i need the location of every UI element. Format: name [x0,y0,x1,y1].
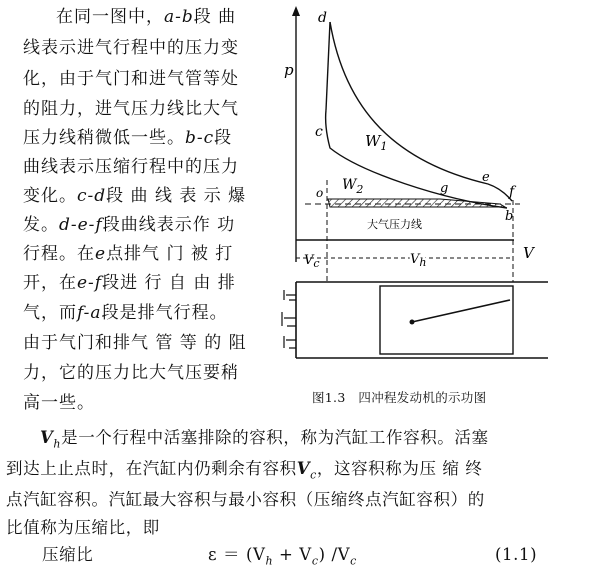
equation-formula: $\varepsilon = (V_h + V_c)$ $/V_c$ [208,545,357,568]
para-line: 开，在e-f段进 行 自 由 排 [23,273,236,293]
para-line: 变化。c-d段 曲 线 表 示 爆 [23,186,247,206]
para-line: 的阻力，进气压力线比大气 [23,99,239,119]
label-vh: $V_h$ [410,252,427,269]
body-line: 比值称为压缩比，即 [6,518,160,537]
equation-label: 压缩比 [42,545,94,564]
label-d: d [318,10,327,26]
exhaust-valve [282,312,296,326]
label-w1: $W_1$ [365,132,388,153]
label-g: g [440,181,449,196]
label-atm: 大气压力线 [367,218,422,231]
piston [380,286,513,354]
compression-curve [326,110,507,208]
para-line: 发。d-e-f段曲线表示作 功 [23,215,236,235]
label-f: f [509,184,515,200]
body-line: 点汽缸容积。汽缸最大容积与最小容积（压缩终点汽缸容积）的 [6,490,485,509]
label-c: c [315,124,323,140]
para-line: 气，而f-a段是排气行程。 [23,303,228,323]
para-line: 在同一图中，a-b段 曲 [56,7,237,27]
figure-caption: 图1.3 四冲程发动机的示功图 [312,390,487,405]
connecting-rod [412,300,510,322]
para-line: 曲线表示压缩行程中的压力 [23,157,239,177]
label-v: V [523,244,534,262]
body-line: $V_h$是一个行程中活塞排除的容积，称为汽缸工作容积。活塞 [40,428,489,451]
body-line: 到达上止点时，在汽缸内仍剩余有容积$V_c$，这容积称为压 缩 终 [6,459,483,482]
label-w2: $W_2$ [342,177,364,196]
valve-stem [284,336,296,348]
para-line: 线表示进气行程中的压力变 [23,38,239,58]
para-line: 力，它的压力比大气压要稍 [23,363,239,383]
label-vc: $V_c$ [304,253,320,270]
equation-number: (1.1) [495,545,538,564]
label-e: e [482,170,490,185]
label-o: o [316,186,324,200]
label-p: p [284,61,294,79]
label-b: b [505,209,514,224]
p-axis-arrow [292,6,300,16]
para-line: 压力线稍微低一些。b-c段 [23,128,233,148]
piston-pin [410,320,415,325]
para-line: 化，由于气门和进气管等处 [23,69,239,89]
para-line: 由于气门和排气 管 等 的 阻 [23,333,247,353]
para-line: 行程。在e点排气 门 被 打 [23,244,234,264]
intake-valve [284,290,296,300]
para-line: 高一些。 [23,393,95,413]
combustion-line [326,22,330,110]
